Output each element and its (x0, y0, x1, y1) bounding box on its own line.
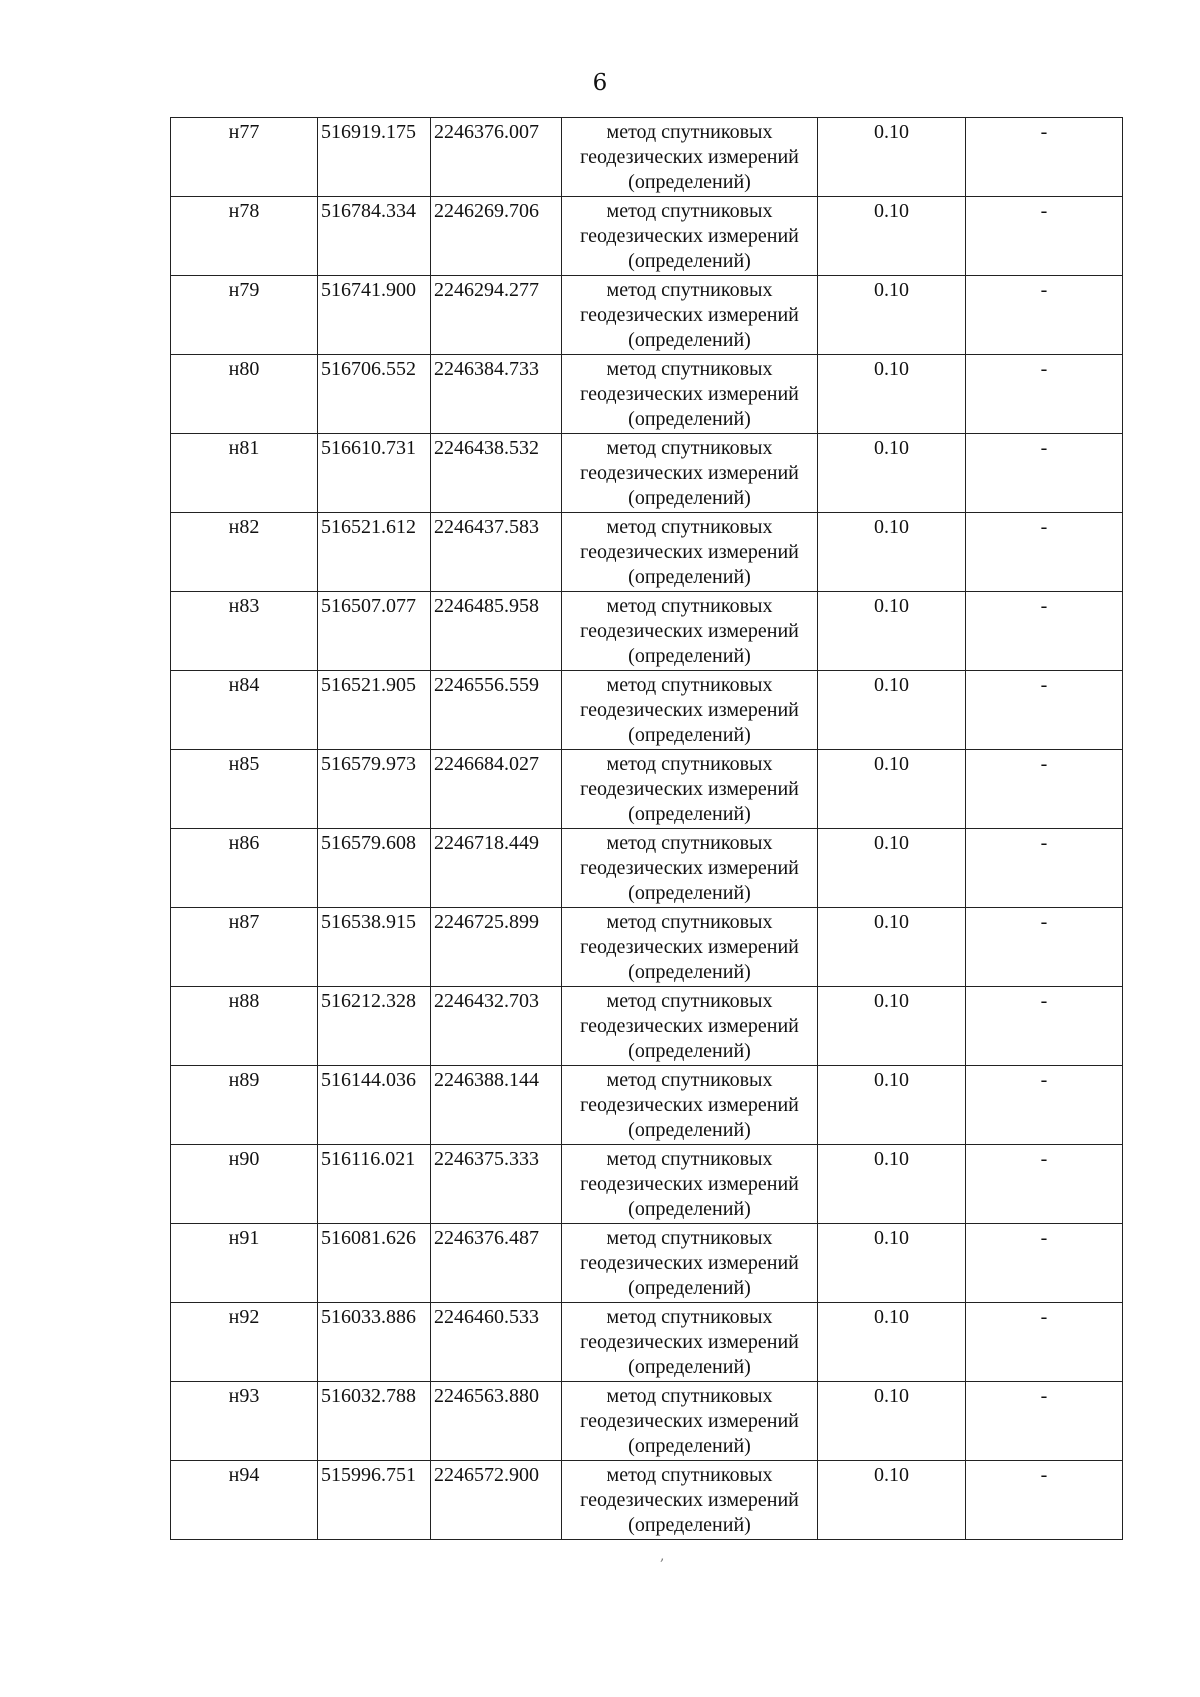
accuracy-cell: 0.10 (818, 592, 966, 671)
table-row (171, 829, 1123, 908)
point-id-cell: н82 (171, 513, 318, 592)
y-coordinate-cell: 2246563.880 (431, 1382, 562, 1461)
point-id-cell: н86 (171, 829, 318, 908)
method-line: метод спутниковых (606, 1306, 773, 1328)
accuracy-cell: 0.10 (818, 1461, 966, 1540)
method-line: (определений) (628, 1040, 751, 1062)
table-row (171, 276, 1123, 355)
y-coordinate-cell: 2246718.449 (431, 829, 562, 908)
method-line: геодезических измерений (580, 1094, 799, 1116)
note-cell: - (966, 1303, 1123, 1382)
accuracy-cell: 0.10 (818, 434, 966, 513)
table-row (171, 671, 1123, 750)
method-line: геодезических измерений (580, 1489, 799, 1511)
table-row (171, 1303, 1123, 1382)
accuracy-cell: 0.10 (818, 513, 966, 592)
accuracy-cell: 0.10 (818, 355, 966, 434)
point-id-cell: н94 (171, 1461, 318, 1540)
method-line: метод спутниковых (606, 200, 773, 222)
x-coordinate-cell: 516144.036 (318, 1066, 431, 1145)
point-id-cell: н77 (171, 118, 318, 197)
method-line: метод спутниковых (606, 674, 773, 696)
coordinates-table (170, 117, 1123, 1540)
x-coordinate-cell: 516741.900 (318, 276, 431, 355)
method-cell (562, 355, 818, 434)
point-id-cell: н89 (171, 1066, 318, 1145)
method-line: (определений) (628, 882, 751, 904)
method-line: (определений) (628, 487, 751, 509)
method-line: геодезических измерений (580, 146, 799, 168)
method-line: геодезических измерений (580, 304, 799, 326)
y-coordinate-cell: 2246432.703 (431, 987, 562, 1066)
method-line: геодезических измерений (580, 1331, 799, 1353)
table-row (171, 355, 1123, 434)
note-cell: - (966, 987, 1123, 1066)
note-cell: - (966, 1382, 1123, 1461)
method-line: метод спутниковых (606, 595, 773, 617)
method-cell (562, 434, 818, 513)
method-line: (определений) (628, 408, 751, 430)
table-row (171, 1145, 1123, 1224)
y-coordinate-cell: 2246388.144 (431, 1066, 562, 1145)
method-line: метод спутниковых (606, 1148, 773, 1170)
point-id-cell: н88 (171, 987, 318, 1066)
method-line: метод спутниковых (606, 1385, 773, 1407)
method-line: метод спутниковых (606, 1069, 773, 1091)
method-line: (определений) (628, 1356, 751, 1378)
method-line: (определений) (628, 645, 751, 667)
point-id-cell: н87 (171, 908, 318, 987)
method-line: метод спутниковых (606, 1464, 773, 1486)
method-line: геодезических измерений (580, 857, 799, 879)
accuracy-cell: 0.10 (818, 197, 966, 276)
point-id-cell: н90 (171, 1145, 318, 1224)
method-cell (562, 829, 818, 908)
note-cell: - (966, 1224, 1123, 1303)
method-line: геодезических измерений (580, 699, 799, 721)
method-line: (определений) (628, 1277, 751, 1299)
method-line: (определений) (628, 724, 751, 746)
note-cell: - (966, 434, 1123, 513)
x-coordinate-cell: 516521.905 (318, 671, 431, 750)
point-id-cell: н91 (171, 1224, 318, 1303)
method-cell (562, 1382, 818, 1461)
note-cell: - (966, 829, 1123, 908)
accuracy-cell: 0.10 (818, 671, 966, 750)
x-coordinate-cell: 516610.731 (318, 434, 431, 513)
table-row (171, 118, 1123, 197)
x-coordinate-cell: 516033.886 (318, 1303, 431, 1382)
method-line: геодезических измерений (580, 936, 799, 958)
method-line: (определений) (628, 329, 751, 351)
table-row (171, 750, 1123, 829)
y-coordinate-cell: 2246269.706 (431, 197, 562, 276)
method-line: геодезических измерений (580, 225, 799, 247)
table-row (171, 908, 1123, 987)
x-coordinate-cell: 516538.915 (318, 908, 431, 987)
method-line: метод спутниковых (606, 990, 773, 1012)
method-line: метод спутниковых (606, 358, 773, 380)
x-coordinate-cell: 516579.973 (318, 750, 431, 829)
method-line: (определений) (628, 566, 751, 588)
method-cell (562, 118, 818, 197)
method-cell (562, 276, 818, 355)
point-id-cell: н92 (171, 1303, 318, 1382)
accuracy-cell: 0.10 (818, 908, 966, 987)
method-line: (определений) (628, 171, 751, 193)
y-coordinate-cell: 2246294.277 (431, 276, 562, 355)
method-line: метод спутниковых (606, 279, 773, 301)
method-line: метод спутниковых (606, 437, 773, 459)
point-id-cell: н83 (171, 592, 318, 671)
note-cell: - (966, 118, 1123, 197)
y-coordinate-cell: 2246438.532 (431, 434, 562, 513)
accuracy-cell: 0.10 (818, 829, 966, 908)
method-line: (определений) (628, 1514, 751, 1536)
note-cell: - (966, 1066, 1123, 1145)
method-line: (определений) (628, 1198, 751, 1220)
point-id-cell: н84 (171, 671, 318, 750)
method-cell (562, 513, 818, 592)
method-line: геодезических измерений (580, 778, 799, 800)
y-coordinate-cell: 2246376.007 (431, 118, 562, 197)
accuracy-cell: 0.10 (818, 1382, 966, 1461)
accuracy-cell: 0.10 (818, 1066, 966, 1145)
y-coordinate-cell: 2246725.899 (431, 908, 562, 987)
method-line: геодезических измерений (580, 462, 799, 484)
accuracy-cell: 0.10 (818, 1224, 966, 1303)
table-body (171, 118, 1123, 1540)
method-line: геодезических измерений (580, 383, 799, 405)
method-cell (562, 987, 818, 1066)
point-id-cell: н78 (171, 197, 318, 276)
table-row (171, 987, 1123, 1066)
x-coordinate-cell: 516521.612 (318, 513, 431, 592)
y-coordinate-cell: 2246375.333 (431, 1145, 562, 1224)
accuracy-cell: 0.10 (818, 1303, 966, 1382)
table-row (171, 1382, 1123, 1461)
method-line: метод спутниковых (606, 832, 773, 854)
note-cell: - (966, 908, 1123, 987)
method-cell (562, 1224, 818, 1303)
x-coordinate-cell: 516032.788 (318, 1382, 431, 1461)
method-cell (562, 1303, 818, 1382)
point-id-cell: н93 (171, 1382, 318, 1461)
accuracy-cell: 0.10 (818, 1145, 966, 1224)
x-coordinate-cell: 516212.328 (318, 987, 431, 1066)
method-line: (определений) (628, 803, 751, 825)
method-line: геодезических измерений (580, 1173, 799, 1195)
y-coordinate-cell: 2246485.958 (431, 592, 562, 671)
method-line: метод спутниковых (606, 911, 773, 933)
page-number: 6 (592, 70, 608, 96)
table-row (171, 1066, 1123, 1145)
method-line: (определений) (628, 250, 751, 272)
method-cell (562, 592, 818, 671)
method-line: (определений) (628, 1435, 751, 1457)
note-cell: - (966, 592, 1123, 671)
table-row (171, 1461, 1123, 1540)
y-coordinate-cell: 2246684.027 (431, 750, 562, 829)
method-cell (562, 750, 818, 829)
x-coordinate-cell: 516081.626 (318, 1224, 431, 1303)
method-line: геодезических измерений (580, 1410, 799, 1432)
point-id-cell: н81 (171, 434, 318, 513)
note-cell: - (966, 1145, 1123, 1224)
point-id-cell: н79 (171, 276, 318, 355)
x-coordinate-cell: 516116.021 (318, 1145, 431, 1224)
y-coordinate-cell: 2246437.583 (431, 513, 562, 592)
note-cell: - (966, 671, 1123, 750)
y-coordinate-cell: 2246376.487 (431, 1224, 562, 1303)
y-coordinate-cell: 2246460.533 (431, 1303, 562, 1382)
accuracy-cell: 0.10 (818, 987, 966, 1066)
scan-mark: , (660, 1548, 665, 1564)
point-id-cell: н85 (171, 750, 318, 829)
note-cell: - (966, 276, 1123, 355)
accuracy-cell: 0.10 (818, 276, 966, 355)
accuracy-cell: 0.10 (818, 118, 966, 197)
table-row (171, 197, 1123, 276)
table-row (171, 1224, 1123, 1303)
accuracy-cell: 0.10 (818, 750, 966, 829)
method-line: геодезических измерений (580, 620, 799, 642)
method-line: геодезических измерений (580, 541, 799, 563)
method-line: метод спутниковых (606, 1227, 773, 1249)
table-row (171, 592, 1123, 671)
x-coordinate-cell: 515996.751 (318, 1461, 431, 1540)
method-cell (562, 671, 818, 750)
method-line: метод спутниковых (606, 121, 773, 143)
x-coordinate-cell: 516919.175 (318, 118, 431, 197)
y-coordinate-cell: 2246572.900 (431, 1461, 562, 1540)
method-line: метод спутниковых (606, 753, 773, 775)
method-line: метод спутниковых (606, 516, 773, 538)
method-line: геодезических измерений (580, 1015, 799, 1037)
method-cell (562, 1145, 818, 1224)
method-cell (562, 1461, 818, 1540)
method-cell (562, 908, 818, 987)
x-coordinate-cell: 516706.552 (318, 355, 431, 434)
method-cell (562, 1066, 818, 1145)
method-line: (определений) (628, 961, 751, 983)
method-cell (562, 197, 818, 276)
method-line: (определений) (628, 1119, 751, 1141)
x-coordinate-cell: 516579.608 (318, 829, 431, 908)
table-row (171, 513, 1123, 592)
note-cell: - (966, 197, 1123, 276)
note-cell: - (966, 1461, 1123, 1540)
method-line: геодезических измерений (580, 1252, 799, 1274)
x-coordinate-cell: 516507.077 (318, 592, 431, 671)
note-cell: - (966, 513, 1123, 592)
x-coordinate-cell: 516784.334 (318, 197, 431, 276)
note-cell: - (966, 355, 1123, 434)
note-cell: - (966, 750, 1123, 829)
table-row (171, 434, 1123, 513)
point-id-cell: н80 (171, 355, 318, 434)
y-coordinate-cell: 2246384.733 (431, 355, 562, 434)
y-coordinate-cell: 2246556.559 (431, 671, 562, 750)
